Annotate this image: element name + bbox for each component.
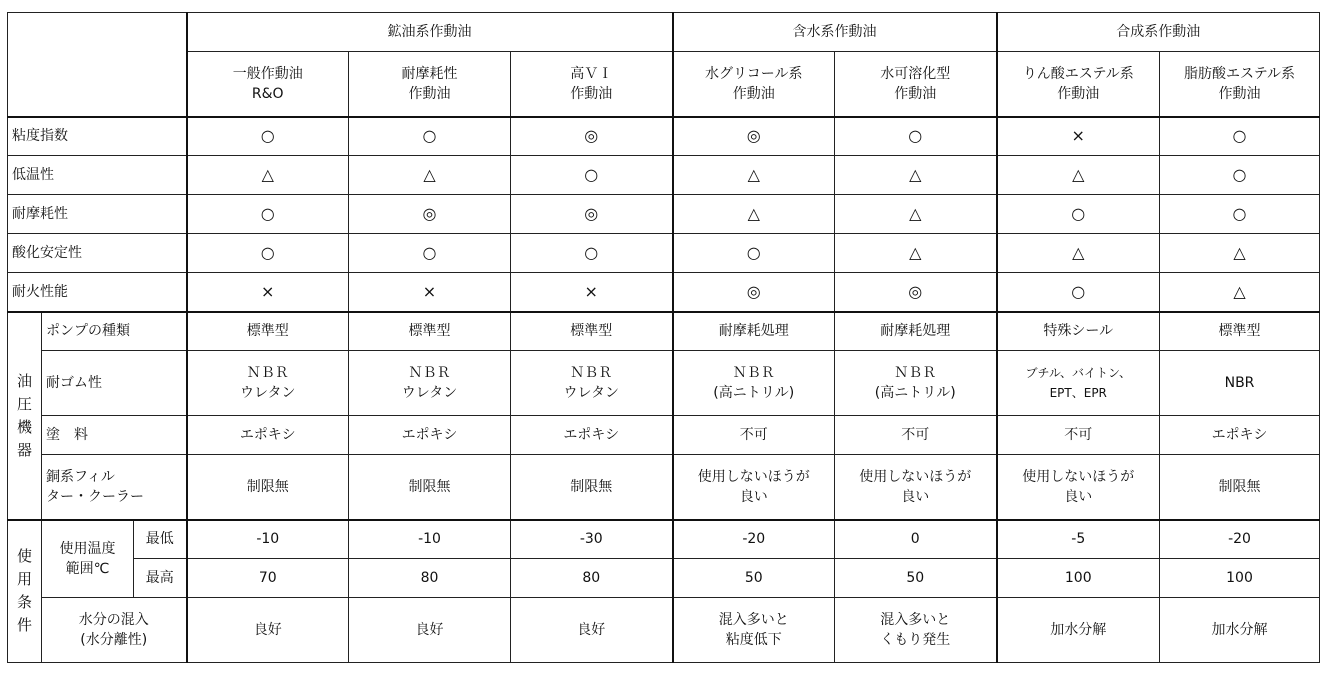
usage-max-temp-cell: 50: [673, 559, 835, 598]
rating-cell: △: [835, 195, 997, 234]
column-header: [187, 52, 349, 117]
rating-cell: ○: [1160, 156, 1320, 195]
equipment-rubber-cell-line: ＮＢＲ: [570, 365, 613, 381]
max-label: 最高: [134, 559, 187, 598]
equipment-rubber-cell-line: (高ニトリル): [874, 385, 956, 401]
usage-min-temp-cell: 0: [835, 520, 997, 559]
equipment-filter-cell-line: 良い: [901, 488, 930, 505]
usage-water-cell-line: 良好: [577, 622, 606, 638]
equipment-rubber-cell: [187, 351, 349, 416]
usage-water-cell-line: くもり発生: [880, 632, 951, 648]
column-header: [1160, 52, 1320, 117]
rating-cell: ○: [349, 234, 511, 273]
equipment-paint-cell: エポキシ: [1160, 416, 1320, 455]
rating-cell: △: [997, 156, 1160, 195]
equipment-filter-cell: [997, 455, 1160, 520]
equipment-rubber-cell-line: ウレタン: [401, 385, 458, 401]
usage-water-cell: [349, 598, 511, 663]
equipment-rubber-cell-line: ウレタン: [563, 385, 619, 401]
rating-cell: ◎: [673, 117, 835, 156]
usage-water-cell-line: 加水分解: [1050, 622, 1107, 638]
equipment-rubber-cell-line: NBR: [1224, 375, 1255, 391]
equipment-filter-cell-line: 制限無: [408, 478, 451, 495]
group-header-mineral: 鉱油系作動油: [187, 13, 673, 52]
column-header-line: 作動油: [732, 85, 775, 102]
equipment-rubber-cell-line: ＮＢＲ: [732, 365, 775, 381]
usage-water-cell-line: 良好: [253, 622, 282, 638]
rating-cell: ◎: [511, 117, 673, 156]
usage-water-cell: [1160, 598, 1320, 663]
usage-water-cell-line: 混入多いと: [880, 612, 951, 628]
usage-max-temp-cell: 80: [349, 559, 511, 598]
rating-cell: ○: [997, 273, 1160, 312]
rating-cell: △: [835, 234, 997, 273]
equipment-rubber-cell-line: EPT、EPR: [1049, 386, 1107, 400]
usage-water-cell: [673, 598, 835, 663]
group-header-water: 含水系作動油: [673, 13, 997, 52]
usage-group-label-line: 件: [16, 616, 32, 635]
equipment-filter-cell: [673, 455, 835, 520]
equipment-group-label-line: 機: [16, 417, 32, 436]
min-label: 最低: [134, 520, 187, 559]
equipment-group-label-line: 油: [16, 371, 32, 390]
equipment-paint-cell: 不可: [997, 416, 1160, 455]
column-header-line: 耐摩耗性: [401, 65, 458, 82]
rating-cell: △: [673, 156, 835, 195]
equipment-rubber-cell: [349, 351, 511, 416]
usage-group-label-line: 用: [16, 570, 32, 589]
equipment-filter-cell: [835, 455, 997, 520]
equipment-rubber-cell: [997, 351, 1160, 416]
usage-max-temp-cell: 100: [997, 559, 1160, 598]
rating-cell: ×: [511, 273, 673, 312]
equipment-paint-cell: エポキシ: [187, 416, 349, 455]
equipment-rubber-cell-line: ＮＢＲ: [894, 365, 937, 381]
equipment-pump-cell: 標準型: [1160, 312, 1320, 351]
equipment-filter-cell: [511, 455, 673, 520]
usage-water-cell: [511, 598, 673, 663]
equipment-filter-cell-line: 制限無: [1218, 478, 1261, 495]
usage-min-temp-cell: -30: [511, 520, 673, 559]
group-header-synthetic: 合成系作動油: [997, 13, 1320, 52]
rating-cell: ○: [187, 195, 349, 234]
column-header: [349, 52, 511, 117]
rating-cell: △: [673, 195, 835, 234]
equipment-pump-cell: 耐摩耗処理: [835, 312, 997, 351]
property-label: 粘度指数: [8, 117, 187, 156]
usage-min-temp-cell: -5: [997, 520, 1160, 559]
rating-cell: △: [997, 234, 1160, 273]
column-header-line: 作動油: [1218, 85, 1261, 102]
rating-cell: △: [1160, 273, 1320, 312]
rating-cell: ○: [673, 234, 835, 273]
equipment-filter-cell-line: 良い: [739, 488, 768, 505]
column-header-line: りん酸エステル系: [1022, 65, 1134, 82]
equipment-paint-cell: 不可: [673, 416, 835, 455]
equipment-filter-cell-line: 使用しないほうが: [1022, 468, 1135, 485]
water-mixing-label: [42, 598, 187, 663]
column-header: [673, 52, 835, 117]
equipment-paint-cell: エポキシ: [349, 416, 511, 455]
equipment-rubber-cell-line: ウレタン: [240, 385, 296, 401]
equipment-group-label: [8, 312, 42, 520]
equipment-group-label-line: 器: [16, 440, 32, 459]
usage-min-temp-cell: -10: [349, 520, 511, 559]
equipment-group-label-line: 圧: [16, 394, 32, 413]
equipment-rubber-cell: [511, 351, 673, 416]
column-header: [511, 52, 673, 117]
equipment-pump-cell: 標準型: [187, 312, 349, 351]
rating-cell: ○: [511, 234, 673, 273]
equipment-pump-cell: 耐摩耗処理: [673, 312, 835, 351]
equipment-rubber-cell: [1160, 351, 1320, 416]
rating-cell: △: [349, 156, 511, 195]
equipment-filter-cell-line: 使用しないほうが: [697, 468, 810, 485]
usage-water-cell-line: 加水分解: [1211, 622, 1268, 638]
column-header-line: 水可溶化型: [880, 65, 951, 82]
column-header-line: 作動油: [408, 85, 451, 102]
usage-water-cell: [187, 598, 349, 663]
equipment-filter-cell: [1160, 455, 1320, 520]
hydraulic-oil-comparison-table: [7, 12, 1320, 663]
equipment-paint-cell: 不可: [835, 416, 997, 455]
equipment-rubber-cell: [673, 351, 835, 416]
equipment-rubber-cell-line: ＮＢＲ: [246, 365, 289, 381]
equipment-filter-cell-line: 制限無: [246, 478, 289, 495]
water-mixing-label-line: (水分離性): [80, 632, 148, 648]
usage-water-cell: [997, 598, 1160, 663]
property-label: 酸化安定性: [8, 234, 187, 273]
column-header-line: R&O: [251, 85, 284, 102]
rating-cell: △: [187, 156, 349, 195]
equipment-label-filter: [42, 455, 187, 520]
temp-range-label-line: 範囲℃: [65, 560, 110, 577]
temp-range-label-line: 使用温度: [59, 540, 116, 557]
column-header-line: 作動油: [1057, 85, 1100, 102]
rating-cell: ◎: [835, 273, 997, 312]
usage-group-label-line: 条: [16, 593, 32, 612]
column-header-line: 作動油: [894, 85, 937, 102]
usage-group-label-line: 使: [16, 547, 32, 566]
property-label: 耐摩耗性: [8, 195, 187, 234]
equipment-pump-cell: 特殊シール: [997, 312, 1160, 351]
rating-cell: ○: [1160, 117, 1320, 156]
rating-cell: △: [835, 156, 997, 195]
usage-group-label: [8, 520, 42, 663]
equipment-rubber-cell-line: ＮＢＲ: [408, 365, 451, 381]
rating-cell: ◎: [673, 273, 835, 312]
rating-cell: △: [1160, 234, 1320, 273]
equipment-filter-cell: [187, 455, 349, 520]
usage-min-temp-cell: -20: [673, 520, 835, 559]
equipment-label-filter-line: 銅系フィル: [46, 468, 115, 485]
column-header-line: 高ＶＩ: [570, 65, 613, 82]
usage-max-temp-cell: 100: [1160, 559, 1320, 598]
column-header: [997, 52, 1160, 117]
property-label: 耐火性能: [8, 273, 187, 312]
rating-cell: ○: [1160, 195, 1320, 234]
equipment-filter-cell-line: 良い: [1064, 488, 1093, 505]
rating-cell: ○: [511, 156, 673, 195]
equipment-filter-cell-line: 制限無: [570, 478, 613, 495]
equipment-rubber-cell: [835, 351, 997, 416]
rating-cell: ×: [997, 117, 1160, 156]
usage-min-temp-cell: -20: [1160, 520, 1320, 559]
equipment-pump-cell: 標準型: [511, 312, 673, 351]
usage-water-cell: [835, 598, 997, 663]
temp-range-label: [42, 520, 134, 598]
column-header-line: 一般作動油: [232, 65, 303, 82]
rating-cell: ○: [187, 234, 349, 273]
usage-water-cell-line: 混入多いと: [718, 612, 789, 628]
usage-max-temp-cell: 80: [511, 559, 673, 598]
usage-max-temp-cell: 70: [187, 559, 349, 598]
rating-cell: ○: [835, 117, 997, 156]
equipment-filter-cell: [349, 455, 511, 520]
rating-cell: ○: [187, 117, 349, 156]
column-header-line: 脂肪酸エステル系: [1183, 65, 1296, 82]
water-mixing-label-line: 水分の混入: [78, 612, 149, 628]
equipment-pump-cell: 標準型: [349, 312, 511, 351]
column-header-line: 作動油: [570, 85, 613, 102]
rating-cell: ◎: [511, 195, 673, 234]
column-header: [835, 52, 997, 117]
usage-water-cell-line: 良好: [415, 622, 444, 638]
equipment-label-paint: 塗 料: [42, 416, 187, 455]
usage-water-cell-line: 粘度低下: [725, 632, 782, 648]
column-header-line: 水グリコール系: [705, 65, 803, 82]
equipment-label-filter-line: ター・クーラー: [46, 488, 144, 505]
rating-cell: ◎: [349, 195, 511, 234]
equipment-label-rubber: 耐ゴム性: [42, 351, 187, 416]
usage-max-temp-cell: 50: [835, 559, 997, 598]
rating-cell: ×: [187, 273, 349, 312]
equipment-filter-cell-line: 使用しないほうが: [859, 468, 972, 485]
usage-min-temp-cell: -10: [187, 520, 349, 559]
corner-cell: [8, 13, 187, 117]
rating-cell: ○: [997, 195, 1160, 234]
equipment-label-pump: ポンプの種類: [42, 312, 187, 351]
equipment-rubber-cell-line: (高ニトリル): [713, 385, 795, 401]
equipment-paint-cell: エポキシ: [511, 416, 673, 455]
equipment-rubber-cell-line: ブチル、バイトン、: [1025, 366, 1131, 380]
rating-cell: ○: [349, 117, 511, 156]
property-label: 低温性: [8, 156, 187, 195]
rating-cell: ×: [349, 273, 511, 312]
